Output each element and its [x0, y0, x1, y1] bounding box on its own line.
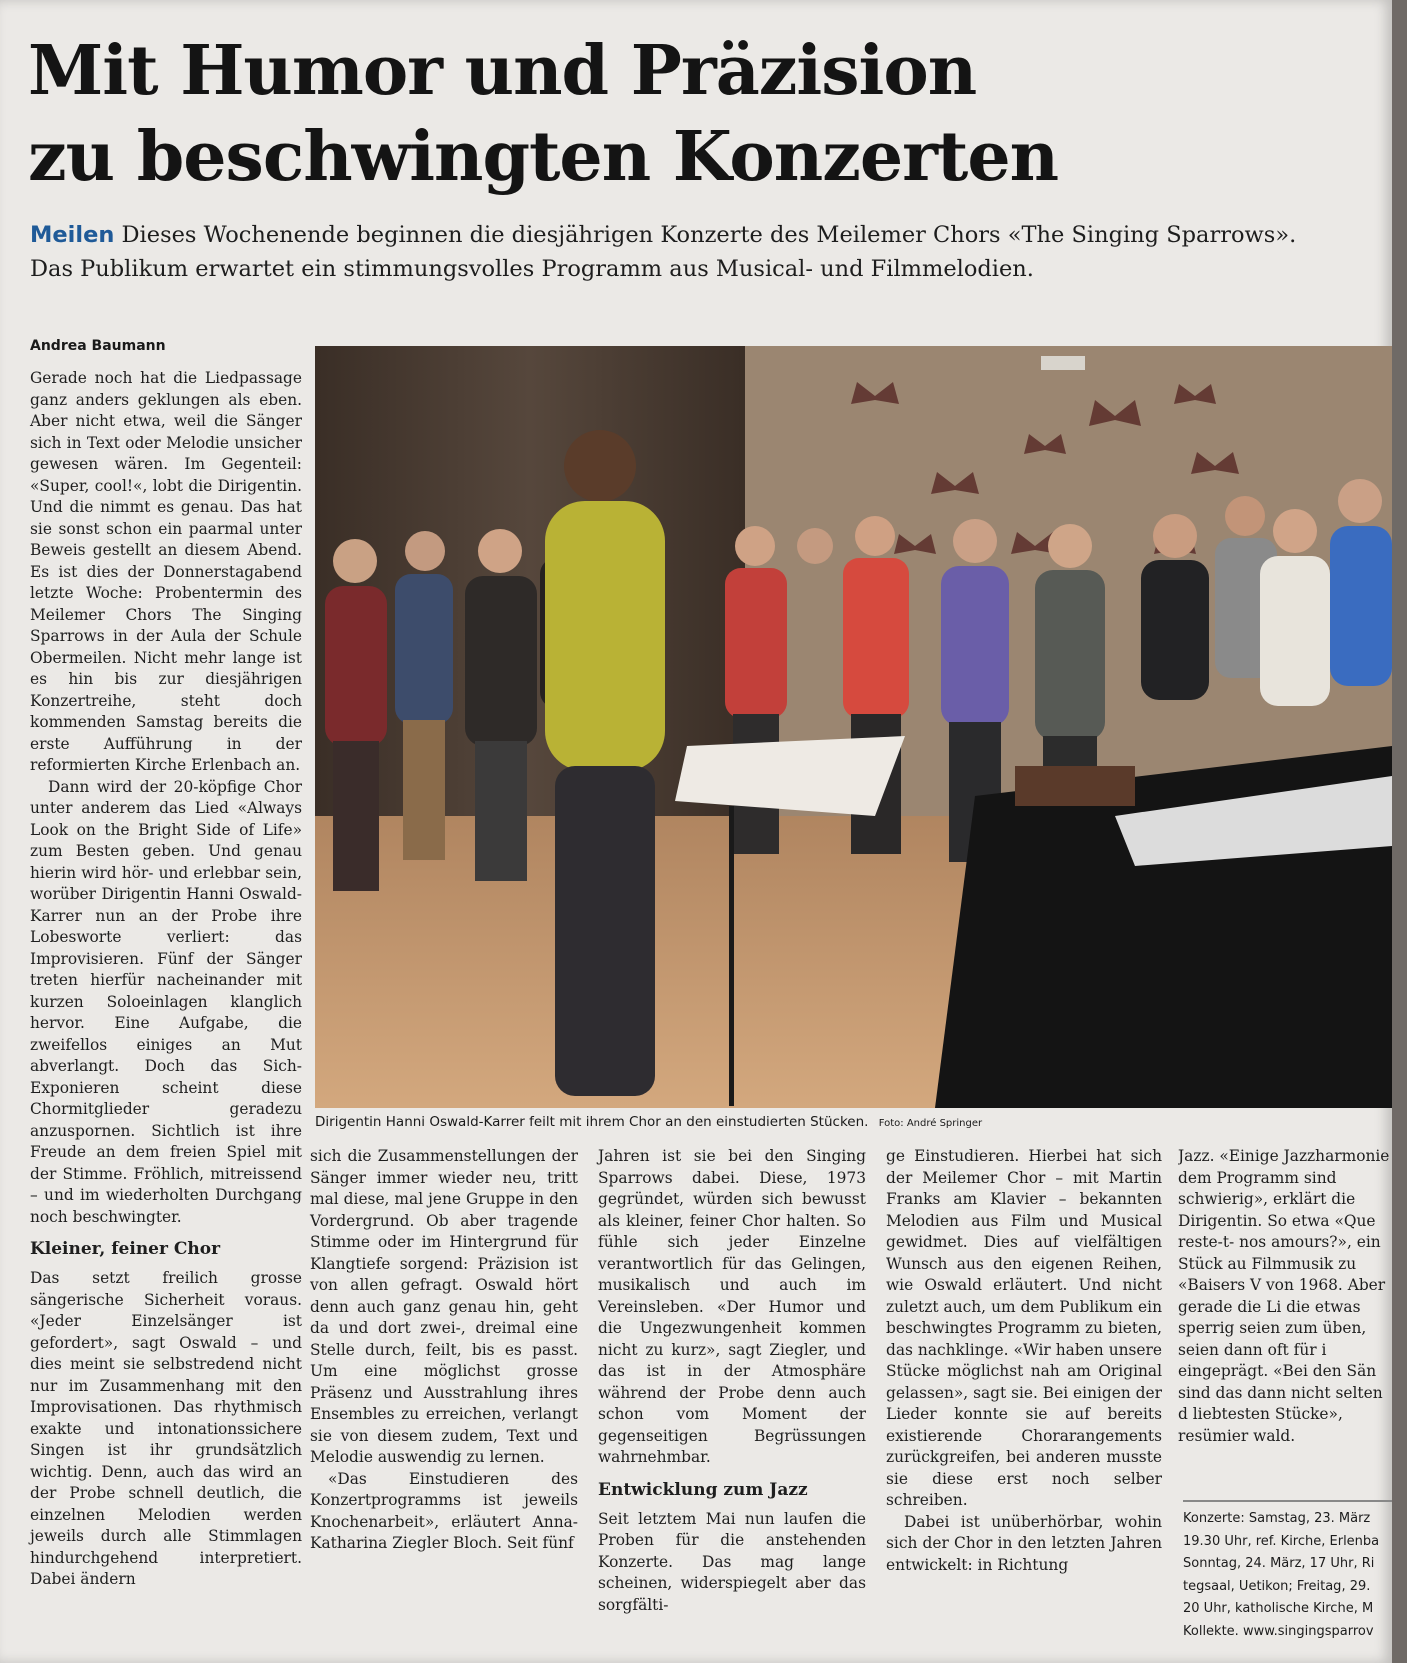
info-line: 20 Uhr, katholische Kirche, M [1183, 1601, 1374, 1616]
text-column-4 [886, 1146, 1162, 1576]
paragraph: ge Einstudieren. Hierbei hat sich der Meilemer Chor – mit Martin Franks am Klavier – bekannten Melodien aus Film und Musical gewidmet. Dies auf vielfältigen Wunsch aus den eigenen Reihen, wie Oswald erläutert. Und nicht zuletzt auch, um dem Publikum ein beschwingtes Programm zu bieten, das nachklinge. «Wir haben unsere Stücke möglichst nah am Original gelassen», sagt sie. Bei einigen der Lieder konnte sie auf bereits existierende Chorarangements zurückgreifen, bei anderen musste sie diese erst noch selber schreiben. [886, 1147, 1162, 1509]
lead-line-1: Dieses Wochenende beginnen die diesjährigen Konzerte des Meilemer Chors «The Singing Sparrows». [121, 222, 1297, 248]
text-column-2 [310, 1146, 578, 1555]
paragraph: Dann wird der 20-köpfige Chor unter anderem das Lied «Always Look on the Bright Side of Life» zum Besten geben. Und genau hierin wird hör- und erlebbar sein, worüber Dirigentin Hanni Oswald-Karrer nun an der Probe ihre Lobesworte verliert: das Improvisieren. Fünf der Sänger treten hierfür nacheinander mit kurzen Soloeinlagen klanglich hervor. Eine Aufgabe, die zweifellos einiges an Mut abverlangt. Doch das Sich-Exponieren scheint diese Chormitglieder geradezu anzuspornen. Sichtlich ist ihre Freude an dem freien Spiel mit der Stimme. Fröhlich, mitreissend – und im wiederholten Durchgang noch beschwingter. [30, 777, 302, 1226]
photo-caption [315, 1114, 1392, 1130]
paragraph: Jahren ist sie bei den Singing Sparrows dabei. Diese, 1973 gegründet, würden sich bewusst als kleiner, feiner Chor halten. So fühle sich jeder Einzelne verantwortlich für das Gelingen, musikalisch und auch im Vereinsleben. «Der Humor und die Ungezwungenheit kommen nicht zu kurz», sagt Ziegler, und das ist in der Atmosphäre während der Probe denn auch schon vom Moment der gegenseitigen Begrüssungen wahrnehmbar. [598, 1147, 866, 1466]
author-byline: Andrea Baumann [30, 338, 166, 354]
info-line: Konzerte: Samstag, 23. März [1183, 1511, 1371, 1526]
paragraph: Seit letztem Mai nun laufen die Proben für die anstehenden Konzerte. Das mag lange scheinen, widerspiegelt aber das sorgfälti- [598, 1509, 866, 1614]
paragraph: sich die Zusammenstellungen der Sänger immer wieder neu, tritt mal diese, mal jene Gruppe in den Vordergrund. Ob aber tragende Stimme oder im Hintergrund für Klangtiefe sorgend: Präzision ist von allen gefragt. Oswald hört denn auch ganz genau hin, geht da und dort zwei-, dreimal eine Stelle durch, feilt, bis es passt. Um eine möglichst grosse Präsenz und Ausstrahlung ihres Ensembles zu erreichen, verlangt sie von diesem zudem, Text und Melodie auswendig zu lernen. [310, 1147, 578, 1466]
concert-info-box [1183, 1500, 1392, 1643]
dateline-location: Meilen [30, 222, 115, 248]
article-lead [30, 218, 1390, 286]
headline-line-2: zu beschwingten Konzerten [28, 117, 1059, 197]
article-headline [28, 28, 1178, 200]
photo-credit: Foto: André Springer [878, 1118, 983, 1129]
paragraph: «Das Einstudieren des Konzertprogramms ist jeweils Knochenarbeit», erläutert Anna-Katharina Ziegler Bloch. Seit fünf [310, 1469, 578, 1552]
headline-line-1: Mit Humor und Präzision [28, 31, 977, 111]
info-line: tegsaal, Uetikon; Freitag, 29. [1183, 1578, 1371, 1594]
caption-text: Dirigentin Hanni Oswald-Karrer feilt mit ihrem Chor an den einstudierten Stücken. [315, 1114, 869, 1130]
paragraph: Jazz. «Einige Jazzharmonie dem Programm sind schwierig», erklärt die Dirigentin. So etwa «Que reste-t- nos amours?», ein Stück au Filmmusik zu «Baisers V von 1968. Aber gerade die Li die etwas sperrig seien zum üben, seien dann oft für i eingeprägt. «Bei den Sän sind das dann nicht selten d liebtesten Stücke», resümier wald. [1178, 1147, 1390, 1445]
text-column-3 [598, 1146, 866, 1616]
text-column-5 [1178, 1146, 1392, 1476]
subheading-kleiner-feiner-chor: Kleiner, feiner Chor [30, 1239, 221, 1259]
info-line: 19.30 Uhr, ref. Kirche, Erlenba [1183, 1533, 1380, 1549]
paragraph: Gerade noch hat die Liedpassage ganz anders geklungen als eben. Aber nicht etwa, weil die Sänger sich in Text oder Melodie unsicher gewesen wären. Im Gegenteil: «Super, cool!«, lobt die Dirigentin. Und die nimmt es genau. Das hat sie sonst schon ein paarmal unter Beweis gestellt an diesem Abend. Es ist dies der Donnerstagabend letzte Woche: Probentermin des Meilemer Chors The Singing Sparrows in der Aula der Schule Obermeilen. Nicht mehr lange ist es hin bis zur diesjährigen Konzertreihe, steht doch kommenden Samstag bereits die erste Aufführung in der reformierten Kirche Erlenbach an. [30, 369, 302, 774]
choir-rehearsal-photo [315, 346, 1392, 1108]
text-column-1 [30, 368, 302, 1591]
info-line: Sonntag, 24. März, 17 Uhr, Ri [1183, 1556, 1375, 1571]
info-line: Kollekte. www.singingsparrov [1183, 1623, 1374, 1639]
paragraph: Das setzt freilich grosse sängerische Sicherheit voraus. «Jeder Einzelsänger ist gefordert», sagt Oswald – und dies meint sie selbstredend nicht nur im Zusammenhang mit den Improvisationen. Das rhythmisch exakte und intonationssichere Singen ist ihr grundsätzlich wichtig. Denn, auch das wird an der Probe schnell deutlich, die einzelnen Melodien werden jeweils durch alle Stimmlagen hindurchgehend interpretiert. Dabei ändern [30, 1269, 302, 1588]
paragraph: Dabei ist unüberhörbar, wohin sich der Chor in den letzten Jahren entwickelt: in Richtung [886, 1512, 1162, 1574]
lead-line-2: Das Publikum erwartet ein stimmungsvolles Programm aus Musical- und Filmmelodien. [30, 256, 1034, 282]
subheading-entwicklung-zum-jazz: Entwicklung zum Jazz [598, 1479, 808, 1500]
